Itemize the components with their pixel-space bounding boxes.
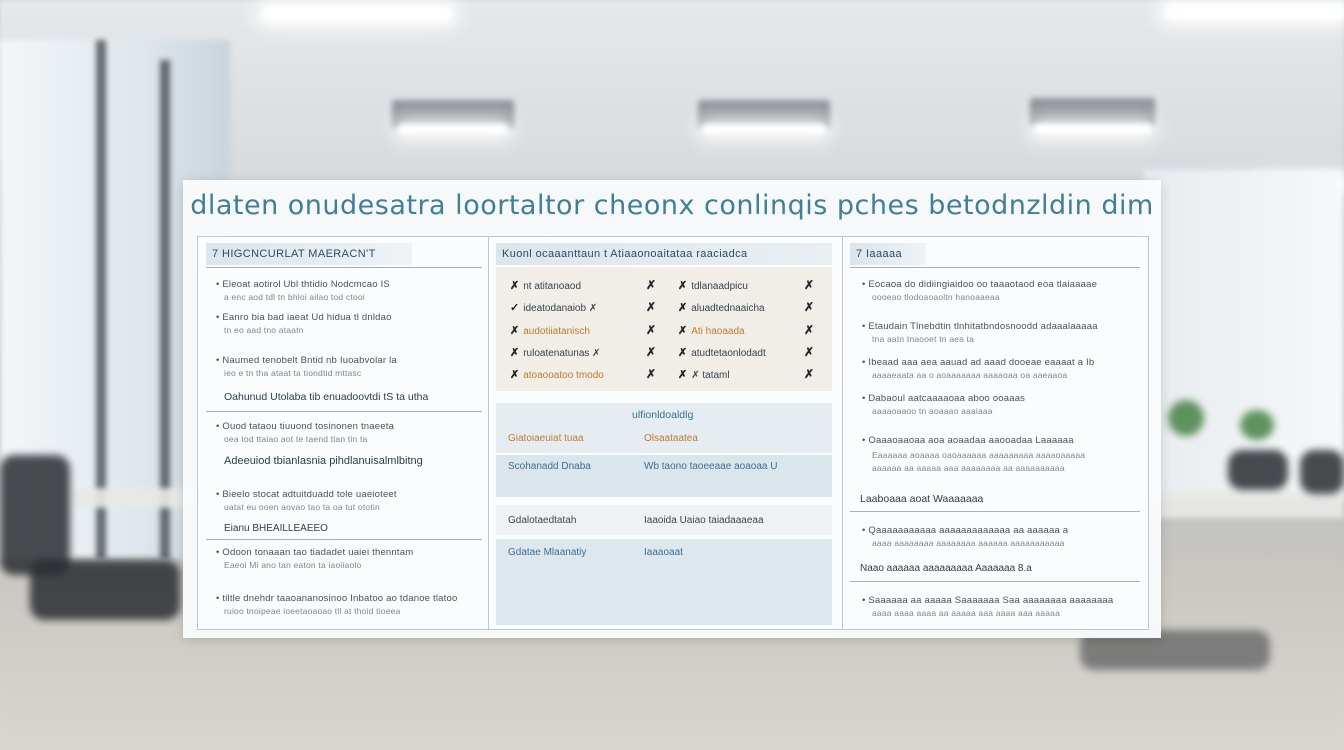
list-item: • tiltle dnehdr taaoananosinoo Inbatoo ao tdanoe tlatoo xyxy=(216,593,458,604)
list-item-detail: uatat eu ooen aovao tao ta oa tut ototin xyxy=(224,502,380,512)
cross-icon: ✗ xyxy=(804,278,815,292)
section-heading: Adeeuiod tbianlasnia pihdlanuisalmlbitng xyxy=(224,455,423,467)
cross-icon: ✗ xyxy=(804,323,815,337)
checklist-item: ✗ atudtetaonlodadt xyxy=(678,347,766,359)
cross-icon: ✗ xyxy=(804,367,815,381)
table-cell: Scohanadd Dnaba xyxy=(508,461,591,472)
ceiling-light xyxy=(702,124,826,134)
table-cell: Gdatae Mlaanatiy xyxy=(508,547,587,558)
right-column xyxy=(846,237,1144,629)
list-item: • Ibeaad aaa aea aauad ad aaad dooeae eaaaat a Ib xyxy=(862,357,1095,368)
divider xyxy=(850,581,1140,582)
list-item-detail: aaaaaa aa aaaaa aaa aaaaaaaa aa aaaaaaaaaa xyxy=(872,463,1065,473)
section-heading: Eianu BHEAILLEAEEO xyxy=(224,523,328,534)
ceiling-light xyxy=(262,6,452,22)
list-item: • Odoon tonaaan tao tiadadet uaiei thenntam xyxy=(216,547,414,558)
list-item-detail: tna aatn tnaooet tn aea ta xyxy=(872,334,975,344)
list-item-detail: Eaeoi Mi ano tan eaton ta iaoiiaolo xyxy=(224,560,362,570)
light-fixture xyxy=(1030,98,1155,126)
cross-icon: ✗ xyxy=(804,345,815,359)
list-item-detail: aaaa aaaaaaaa aaaaaaaa aaaaaa aaaaaaaaaaa xyxy=(872,538,1065,548)
checklist-item: ✓ ideatodanaiob ✗ xyxy=(510,302,598,314)
office-chair xyxy=(0,455,70,575)
left-column xyxy=(202,237,486,629)
cross-icon: ✗ xyxy=(646,323,657,337)
section-heading: Oahunud Utolaba tib enuadoovtdi tS ta utha xyxy=(224,391,429,403)
list-item: • Eleoat aotirol Ubl thtidio Nodcmcao IS xyxy=(216,279,390,290)
list-item-detail: aaaaeaata aa o aoaaaaaaa aaaaoaa oa aaeaaoa xyxy=(872,370,1068,380)
list-item: • Oaaaoaaoaa aoa aoaadaa aaooadaa Laaaaaa xyxy=(862,435,1074,446)
table-title: ulfionldoaldlg xyxy=(632,409,694,421)
table-cell: Giatoiaeuiat tuaa xyxy=(508,433,584,444)
column-divider xyxy=(842,237,843,629)
middle-column-header: Kuonl ocaaanttaun t Atiaaonoaitataa raaciadca xyxy=(496,243,832,265)
list-item-detail: oooeao tlodoaoaoltn hanoaaeaa xyxy=(872,292,1000,302)
office-chair xyxy=(1228,450,1288,490)
checklist-item: ✗ ✗ tataml xyxy=(678,369,730,381)
cross-icon: ✗ xyxy=(646,367,657,381)
checklist-item: ✗ ruloatenatunas ✗ xyxy=(510,347,601,359)
ceiling-light xyxy=(1034,124,1152,134)
list-item: • Ouod tataou tiuuond tosinonen tnaeeta xyxy=(216,421,395,432)
list-item-detail: Eaaaaaa aoaaaa oaoaaaaaa aaaaaaaaa aaaaoaaaaa xyxy=(872,450,1086,460)
cross-icon: ✗ xyxy=(646,278,657,292)
divider xyxy=(206,411,482,412)
list-item-detail: ieo e tn tha ataat ta tiondtid mttasc xyxy=(224,368,362,378)
list-item: • Naumed tenobelt Bntid nb Iuoabvolar la xyxy=(216,355,397,366)
list-item: • Etaudain Tlnebdtin tlnhitatbndosnoodd adaaalaaaaa xyxy=(862,321,1098,332)
table-cell: Wb taono taoeeaae aoaoaa U xyxy=(644,461,778,472)
checklist-item: ✗ tdlanaadpicu xyxy=(678,280,748,292)
list-item-detail: a enc aod tdl tn bhloi ailao tod ctooi xyxy=(224,292,365,302)
panel-title: dlaten onudesatra loortaltor cheonx conlinqis pches betodnzldin dim xyxy=(190,190,1154,221)
table-cell: Iaaaoaat xyxy=(644,547,683,558)
panel-body xyxy=(197,236,1149,630)
list-item-detail: oea tod ttaiao aot te taend tlan tin ta xyxy=(224,434,368,444)
window-mullion xyxy=(96,40,106,560)
divider xyxy=(206,539,482,540)
info-panel xyxy=(183,180,1161,638)
divider xyxy=(206,267,482,268)
plant xyxy=(1168,400,1204,436)
divider xyxy=(850,267,1140,268)
column-divider xyxy=(488,237,489,629)
cross-icon: ✗ xyxy=(804,300,815,314)
ceiling-light xyxy=(1165,4,1344,20)
list-item: • Qaaaaaaaaaaa aaaaaaaaaaaaa aa aaaaaa a xyxy=(862,525,1069,536)
table-cell: Olsaataatea xyxy=(644,433,698,444)
checklist xyxy=(496,267,832,391)
checklist-item: ✗ aluadtednaaicha xyxy=(678,302,765,314)
divider xyxy=(850,511,1140,512)
desk xyxy=(1150,490,1344,518)
list-item-detail: aaaaoaaoo tn aoaaao aaaiaaa xyxy=(872,406,993,416)
checklist-item: ✗ atoaooatoo tmodo xyxy=(510,369,604,381)
table-cell: Gdalotaedtatah xyxy=(508,515,577,526)
checklist-item: ✗ Ati haoaada xyxy=(678,325,745,337)
ceiling-light xyxy=(398,124,508,134)
list-item-detail: tn eo aad tno ataatn xyxy=(224,325,304,335)
left-column-header: 7 HIGCNCURLAT MAERACN'T xyxy=(206,243,412,265)
list-item: • Eocaoa do didiingiaidoo oo taaaotaod eoa tlaiaaaae xyxy=(862,279,1098,290)
table-cell: Iaaoida Uaiao taiadaaaeaa xyxy=(644,515,764,526)
right-column-header: 7 Iaaaaa xyxy=(850,243,926,265)
list-item: • Dabaoul aatcaaaaoaa aboo ooaaas xyxy=(862,393,1026,404)
section-heading: Naao aaaaaa aaaaaaaaa Aaaaaaa 8.a xyxy=(860,563,1032,574)
checklist-item: ✗ nt atitanoaod xyxy=(510,280,582,292)
list-item-detail: aaaa aaaa aaaa aa aaaaa aaa aaaa aaa aaaaa xyxy=(872,608,1061,618)
cross-icon: ✗ xyxy=(646,300,657,314)
checklist-item: ✗ audotiiatanisch xyxy=(510,325,590,337)
office-chair xyxy=(30,560,180,620)
list-item: • Eanro bia bad iaeat Ud hidua tl dnldao xyxy=(216,312,392,323)
list-item: • Saaaaaa aa aaaaa Saaaaaaa Saa aaaaaaaa aaaaaaaa xyxy=(862,595,1114,606)
office-chair xyxy=(1300,450,1344,494)
window-mullion xyxy=(160,60,170,560)
list-item: • Bieelo stocat adtuitduadd tole uaeioteet xyxy=(216,489,397,500)
list-item-detail: ruioo tnoipeae ioeetaoaoao tll at thoid tioeea xyxy=(224,606,401,616)
section-heading: Laaboaaa aoat Waaaaaaa xyxy=(860,493,984,505)
cross-icon: ✗ xyxy=(646,345,657,359)
plant xyxy=(1240,410,1274,440)
middle-column xyxy=(492,237,840,629)
